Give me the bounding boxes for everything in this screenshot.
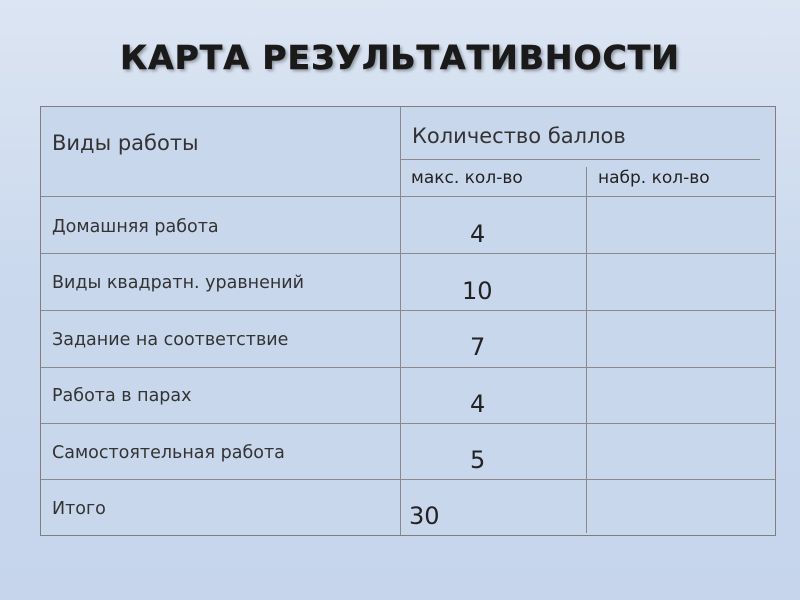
row-label: Домашняя работа <box>52 217 219 237</box>
divider-col-1 <box>400 107 401 535</box>
divider-row-5 <box>41 479 775 480</box>
row-max-value: 7 <box>470 333 486 361</box>
slide-title: КАРТА РЕЗУЛЬТАТИВНОСТИ <box>120 38 680 77</box>
row-label: Самостоятельная работа <box>52 443 285 463</box>
divider-header-sub <box>400 159 760 160</box>
header-earned: набр. кол-во <box>598 168 710 188</box>
row-label: Виды квадратн. уравнений <box>52 273 305 293</box>
results-table <box>40 106 776 536</box>
row-max-value: 30 <box>409 502 440 530</box>
header-max: макс. кол-во <box>411 168 523 188</box>
header-work-types: Виды работы <box>52 131 199 155</box>
row-label: Задание на соответствие <box>52 330 289 350</box>
row-label: Работа в парах <box>52 386 192 406</box>
row-max-value: 4 <box>470 220 486 248</box>
divider-row-3 <box>41 367 775 368</box>
header-points: Количество баллов <box>412 124 626 148</box>
divider-row-4 <box>41 423 775 424</box>
divider-row-1 <box>41 253 775 254</box>
divider-header <box>41 196 775 197</box>
row-max-value: 10 <box>462 277 493 305</box>
row-max-value: 4 <box>470 390 486 418</box>
divider-row-2 <box>41 310 775 311</box>
row-max-value: 5 <box>470 446 486 474</box>
row-label: Итого <box>52 499 106 519</box>
